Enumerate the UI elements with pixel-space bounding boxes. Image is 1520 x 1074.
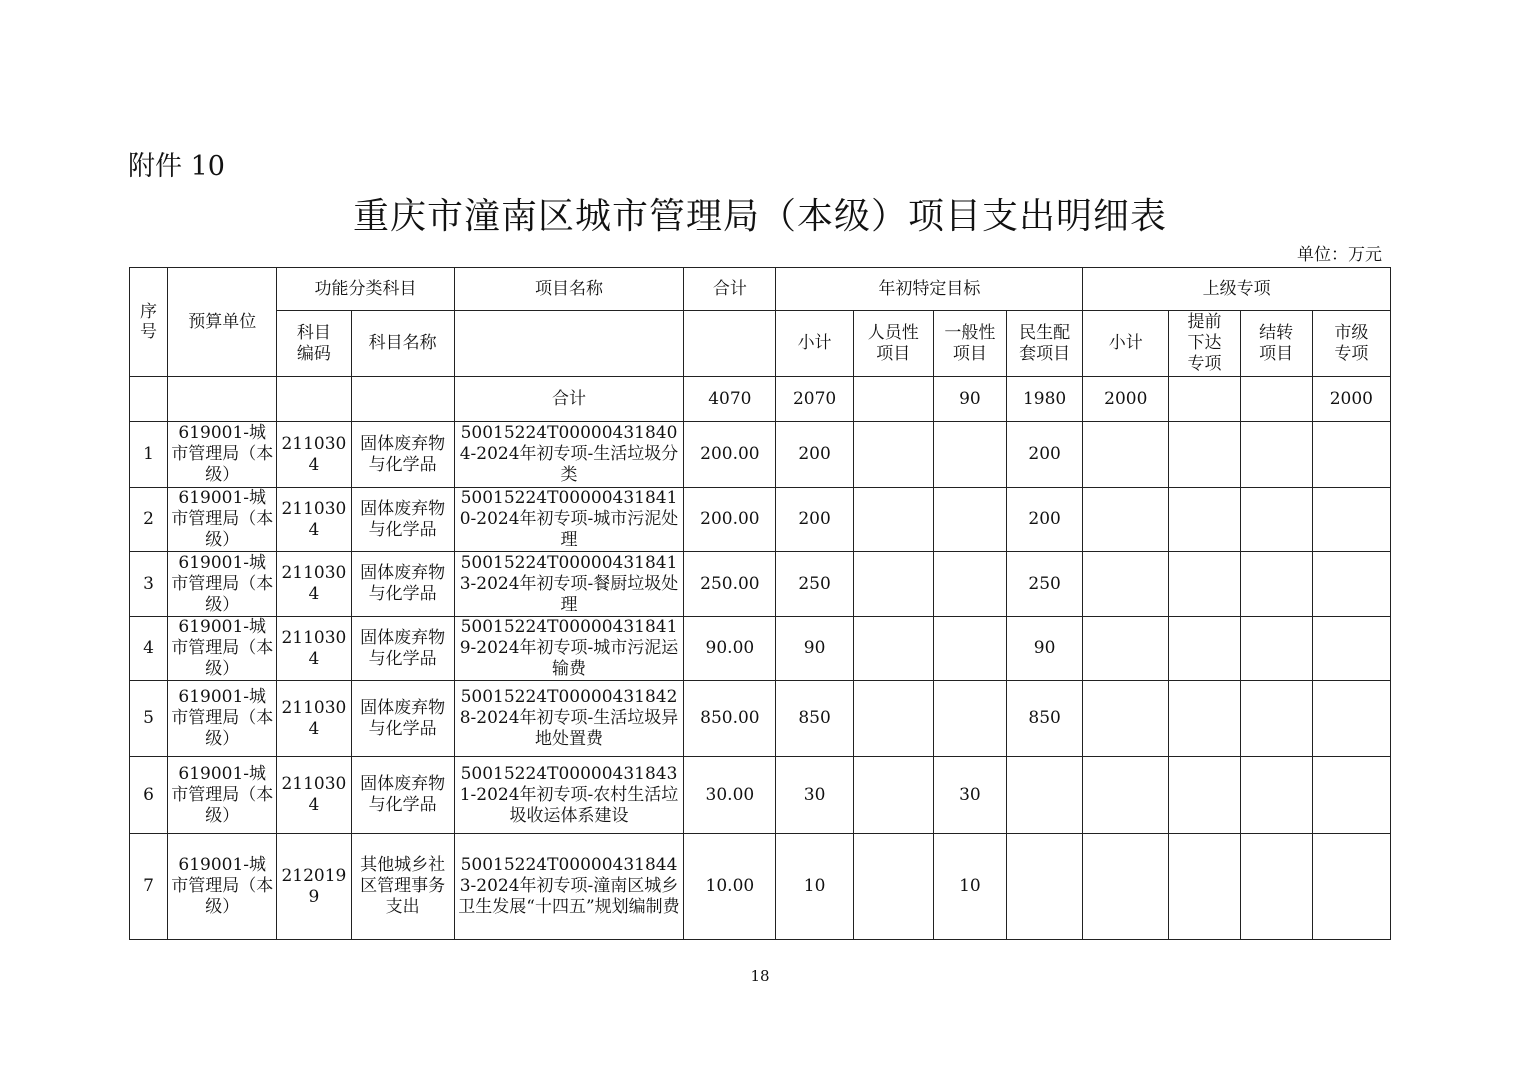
cell-at-subtotal: 250 <box>776 552 853 617</box>
header-at-general: 一般性项目 <box>933 311 1006 377</box>
cell-sp-municipal <box>1312 422 1390 488</box>
totals-label: 合计 <box>454 377 684 422</box>
cell-at-subtotal: 200 <box>776 488 853 552</box>
totals-total: 4070 <box>684 377 776 422</box>
cell-unit: 619001-城市管理局（本级） <box>168 834 277 940</box>
cell-code: 2110304 <box>277 422 351 488</box>
cell-at-livelihood: 90 <box>1007 617 1083 681</box>
cell-project: 50015224T000004318410-2024年初专项-城市污泥处理 <box>454 488 684 552</box>
cell-total: 10.00 <box>684 834 776 940</box>
cell-code: 2110304 <box>277 757 351 834</box>
header-seq: 序号 <box>130 268 168 377</box>
totals-sp-carryover <box>1240 377 1312 422</box>
cell-unit: 619001-城市管理局（本级） <box>168 681 277 757</box>
cell-seq: 1 <box>130 422 168 488</box>
header-blank-project <box>454 311 684 377</box>
cell-subject: 固体废弃物与化学品 <box>351 757 454 834</box>
cell-code: 2110304 <box>277 488 351 552</box>
cell-code: 2110304 <box>277 552 351 617</box>
table-row <box>130 422 1391 488</box>
cell-at-personnel <box>853 757 933 834</box>
cell-seq: 7 <box>130 834 168 940</box>
table-row <box>130 552 1391 617</box>
cell-project: 50015224T000004318443-2024年初专项-潼南区城乡卫生发展“十四五”规划编制费 <box>454 834 684 940</box>
cell-at-livelihood: 850 <box>1007 681 1083 757</box>
cell-seq: 6 <box>130 757 168 834</box>
cell-at-general <box>933 617 1006 681</box>
cell-sp-advance <box>1169 617 1240 681</box>
cell-sp-municipal <box>1312 488 1390 552</box>
table-row <box>130 617 1391 681</box>
cell-at-subtotal: 850 <box>776 681 853 757</box>
cell-total: 250.00 <box>684 552 776 617</box>
cell-at-personnel <box>853 681 933 757</box>
cell-unit: 619001-城市管理局（本级） <box>168 552 277 617</box>
header-sp-carryover: 结转项目 <box>1240 311 1312 377</box>
expenditure-table <box>129 267 1391 940</box>
cell-at-general <box>933 422 1006 488</box>
cell-sp-advance <box>1169 488 1240 552</box>
cell-at-subtotal: 90 <box>776 617 853 681</box>
cell-at-subtotal: 30 <box>776 757 853 834</box>
cell-sp-municipal <box>1312 834 1390 940</box>
cell-at-personnel <box>853 552 933 617</box>
totals-blank-subject <box>351 377 454 422</box>
cell-sp-advance <box>1169 422 1240 488</box>
cell-at-general <box>933 552 1006 617</box>
cell-at-general: 10 <box>933 834 1006 940</box>
totals-blank-unit <box>168 377 277 422</box>
cell-sp-carryover <box>1240 757 1312 834</box>
page-number: 18 <box>750 967 770 985</box>
table-row <box>130 757 1391 834</box>
cell-sp-subtotal <box>1083 488 1169 552</box>
cell-at-livelihood: 250 <box>1007 552 1083 617</box>
cell-project: 50015224T000004318413-2024年初专项-餐厨垃圾处理 <box>454 552 684 617</box>
cell-subject: 固体废弃物与化学品 <box>351 681 454 757</box>
cell-sp-municipal <box>1312 757 1390 834</box>
cell-at-general <box>933 488 1006 552</box>
totals-sp-municipal: 2000 <box>1312 377 1390 422</box>
cell-code: 2120199 <box>277 834 351 940</box>
table-row <box>130 681 1391 757</box>
cell-total: 30.00 <box>684 757 776 834</box>
header-sp-advance: 提前下达专项 <box>1169 311 1240 377</box>
unit-label: 单位：万元 <box>1297 245 1382 265</box>
header-total: 合计 <box>684 268 776 311</box>
table-row <box>130 488 1391 552</box>
cell-subject: 固体废弃物与化学品 <box>351 488 454 552</box>
cell-at-livelihood <box>1007 757 1083 834</box>
cell-subject: 固体废弃物与化学品 <box>351 552 454 617</box>
cell-subject: 其他城乡社区管理事务支出 <box>351 834 454 940</box>
cell-sp-carryover <box>1240 552 1312 617</box>
header-sp-municipal: 市级专项 <box>1312 311 1390 377</box>
cell-at-subtotal: 200 <box>776 422 853 488</box>
cell-project: 50015224T000004318431-2024年初专项-农村生活垃圾收运体系建设 <box>454 757 684 834</box>
cell-unit: 619001-城市管理局（本级） <box>168 488 277 552</box>
cell-code: 2110304 <box>277 617 351 681</box>
cell-subject: 固体废弃物与化学品 <box>351 422 454 488</box>
cell-sp-carryover <box>1240 422 1312 488</box>
header-func-class: 功能分类科目 <box>277 268 454 311</box>
totals-at-subtotal: 2070 <box>776 377 853 422</box>
cell-at-personnel <box>853 422 933 488</box>
cell-project: 50015224T000004318428-2024年初专项-生活垃圾异地处置费 <box>454 681 684 757</box>
totals-blank-seq <box>130 377 168 422</box>
cell-sp-carryover <box>1240 681 1312 757</box>
header-at-livelihood: 民生配套项目 <box>1007 311 1083 377</box>
attachment-label: 附件 10 <box>128 151 225 182</box>
cell-sp-subtotal <box>1083 834 1169 940</box>
cell-total: 90.00 <box>684 617 776 681</box>
cell-at-livelihood <box>1007 834 1083 940</box>
cell-project: 50015224T000004318404-2024年初专项-生活垃圾分类 <box>454 422 684 488</box>
table-row <box>130 834 1391 940</box>
header-at-subtotal: 小计 <box>776 311 853 377</box>
cell-sp-carryover <box>1240 488 1312 552</box>
cell-at-general <box>933 681 1006 757</box>
totals-row <box>130 377 1391 422</box>
header-subject-name: 科目名称 <box>351 311 454 377</box>
totals-at-personnel <box>853 377 933 422</box>
header-project-name: 项目名称 <box>454 268 684 311</box>
cell-sp-subtotal <box>1083 681 1169 757</box>
cell-unit: 619001-城市管理局（本级） <box>168 422 277 488</box>
totals-at-general: 90 <box>933 377 1006 422</box>
cell-sp-subtotal <box>1083 617 1169 681</box>
cell-sp-advance <box>1169 681 1240 757</box>
cell-sp-advance <box>1169 552 1240 617</box>
cell-at-general: 30 <box>933 757 1006 834</box>
header-row-2 <box>130 311 1391 377</box>
cell-project: 50015224T000004318419-2024年初专项-城市污泥运输费 <box>454 617 684 681</box>
cell-sp-subtotal <box>1083 552 1169 617</box>
cell-total: 850.00 <box>684 681 776 757</box>
cell-code: 2110304 <box>277 681 351 757</box>
cell-total: 200.00 <box>684 488 776 552</box>
cell-seq: 4 <box>130 617 168 681</box>
cell-sp-advance <box>1169 757 1240 834</box>
cell-at-subtotal: 10 <box>776 834 853 940</box>
cell-seq: 2 <box>130 488 168 552</box>
header-annual-target: 年初特定目标 <box>776 268 1083 311</box>
totals-sp-advance <box>1169 377 1240 422</box>
cell-at-personnel <box>853 488 933 552</box>
cell-sp-municipal <box>1312 552 1390 617</box>
totals-blank-code <box>277 377 351 422</box>
header-row-1 <box>130 268 1391 311</box>
header-sp-subtotal: 小计 <box>1083 311 1169 377</box>
totals-sp-subtotal: 2000 <box>1083 377 1169 422</box>
cell-sp-municipal <box>1312 617 1390 681</box>
cell-unit: 619001-城市管理局（本级） <box>168 617 277 681</box>
header-blank-total <box>684 311 776 377</box>
page-title: 重庆市潼南区城市管理局（本级）项目支出明细表 <box>352 196 1167 237</box>
header-superior: 上级专项 <box>1083 268 1391 311</box>
header-budget-unit: 预算单位 <box>168 268 277 377</box>
cell-seq: 3 <box>130 552 168 617</box>
totals-at-livelihood: 1980 <box>1007 377 1083 422</box>
cell-sp-subtotal <box>1083 422 1169 488</box>
cell-sp-carryover <box>1240 617 1312 681</box>
cell-sp-subtotal <box>1083 757 1169 834</box>
cell-sp-advance <box>1169 834 1240 940</box>
header-subject-code: 科目编码 <box>277 311 351 377</box>
cell-subject: 固体废弃物与化学品 <box>351 617 454 681</box>
cell-at-livelihood: 200 <box>1007 422 1083 488</box>
cell-sp-carryover <box>1240 834 1312 940</box>
cell-unit: 619001-城市管理局（本级） <box>168 757 277 834</box>
header-at-personnel: 人员性项目 <box>853 311 933 377</box>
cell-seq: 5 <box>130 681 168 757</box>
cell-at-personnel <box>853 617 933 681</box>
cell-total: 200.00 <box>684 422 776 488</box>
cell-at-livelihood: 200 <box>1007 488 1083 552</box>
cell-sp-municipal <box>1312 681 1390 757</box>
cell-at-personnel <box>853 834 933 940</box>
